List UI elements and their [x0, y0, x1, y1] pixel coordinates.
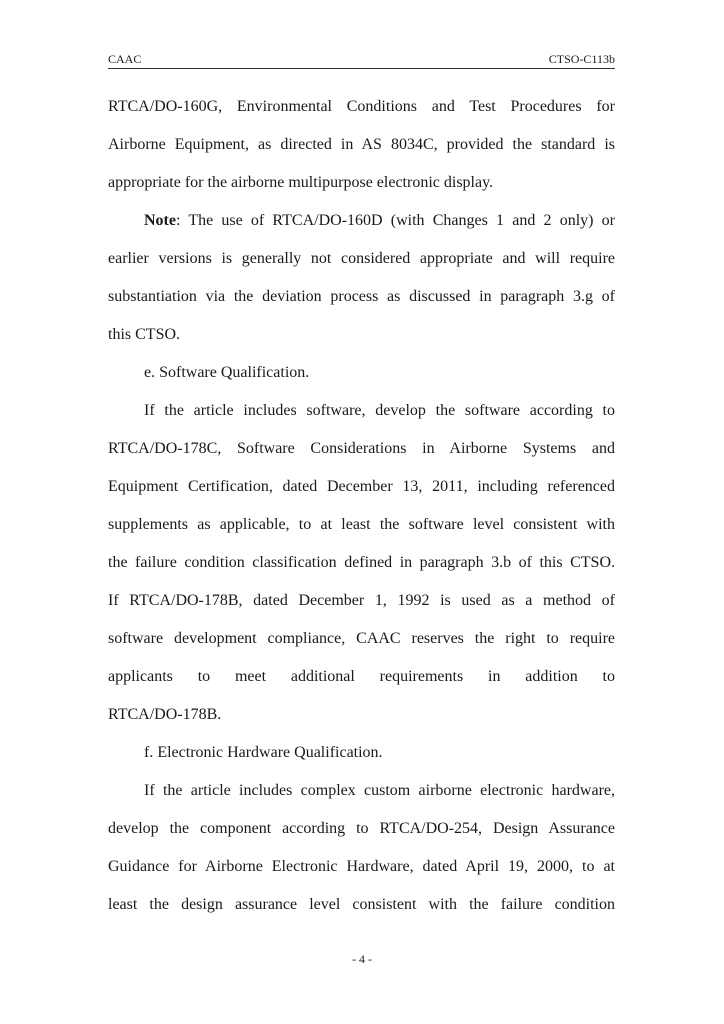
- text-line: RTCA/DO-178B.: [108, 706, 222, 723]
- text-line: substantiation via the deviation process as discussed in paragraph 3.g of: [108, 288, 615, 305]
- text-line: appropriate for the airborne multipurpose electronic display.: [108, 174, 494, 191]
- text-line: this CTSO.: [108, 326, 181, 343]
- text-line: the failure condition classification defined in paragraph 3.b of this CTSO.: [108, 554, 615, 571]
- page-header: [108, 52, 615, 69]
- header-doc-id: CTSO-C113b: [548, 52, 615, 66]
- text-line: software development compliance, CAAC reserves the right to require: [108, 630, 615, 647]
- text-line: Guidance for Airborne Electronic Hardware, dated April 19, 2000, to at: [108, 858, 615, 875]
- page-number: - 4 -: [352, 952, 372, 966]
- text-line: RTCA/DO-160G, Environmental Conditions and Test Procedures for: [108, 98, 615, 115]
- section-heading: e. Software Qualification.: [144, 364, 310, 381]
- text-line: earlier versions is generally not considered appropriate and will require: [108, 250, 615, 267]
- text-line: Equipment Certification, dated December 13, 2011, including referenced: [108, 478, 615, 495]
- note-text: : The use of RTCA/DO-160D (with Changes 1 and 2 only) or: [175, 212, 615, 229]
- note-label: Note: [144, 212, 176, 229]
- text-line: RTCA/DO-178C, Software Considerations in Airborne Systems and: [108, 440, 615, 457]
- text-line: Airborne Equipment, as directed in AS 8034C, provided the standard is: [108, 136, 615, 153]
- note-line: [144, 211, 615, 231]
- text-line: least the design assurance level consistent with the failure condition: [108, 896, 615, 913]
- header-org: CAAC: [108, 52, 142, 66]
- text-line: If the article includes complex custom airborne electronic hardware,: [144, 782, 615, 799]
- text-line: If RTCA/DO-178B, dated December 1, 1992 is used as a method of: [108, 592, 615, 609]
- text-line: supplements as applicable, to at least the software level consistent with: [108, 516, 615, 533]
- section-heading: f. Electronic Hardware Qualification.: [144, 744, 383, 761]
- text-line: If the article includes software, develop the software according to: [144, 402, 615, 419]
- text-line: applicants to meet additional requirements in addition to: [108, 668, 615, 685]
- text-line: develop the component according to RTCA/DO-254, Design Assurance: [108, 820, 615, 837]
